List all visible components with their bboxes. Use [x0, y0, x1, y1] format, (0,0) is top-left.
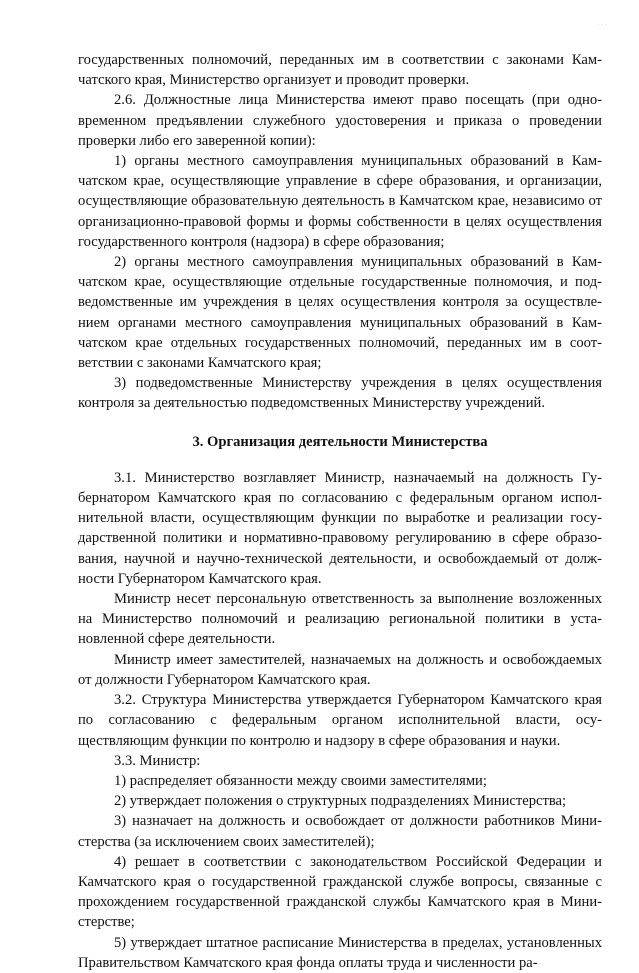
list-item: 5) утверждает штатное расписание Министерства в пределах, установленных Правительством Камчатского края фонда оплаты труда и численности ра-	[78, 934, 602, 971]
paragraph: 2.6. Должностные лица Министерства имеют право посещать (при одновременном предъявлении служебного удостоверения и приказа о проведении проверки либо его заверенной копии):	[78, 92, 602, 149]
paragraph: 3.2. Структура Министерства утверждается Губернатором Камчатского края по согласованию с федеральным органом исполнительной власти, осуществляющим функции по контролю и надзору в сфере образования и науки.	[78, 692, 602, 749]
page-corner-mark: · · ·	[597, 22, 607, 29]
list-item: 3) назначает на должность и освобождает от должности работников Министерства (за исключением своих заместителей);	[78, 813, 602, 850]
list-item: 2) утверждает положения о структурных подразделениях Министерства;	[114, 793, 567, 810]
list-item: 4) решает в соответствии с законодательством Российской Федерации и Камчатского края о государственной гражданской службе вопросы, связанные с прохождением государственной гражданской службы Камчатского края в Министерстве;	[78, 853, 602, 931]
list-item: 1) распределяет обязанности между своими заместителями;	[114, 772, 487, 789]
paragraph: 3.1. Министерство возглавляет Министр, назначаемый на должность Губернатором Камчатского края по согласованию с федеральным органом исполнительной власти, осуществляющим функции по выработке и реализации государственной политики и нормативно-правовому регулированию в сфере образования, научной и научно-технической деятельности, и освобождаемый от должности Губернатором Камчатского края.	[78, 469, 602, 587]
section-heading: 3. Организация деятельности Министерства	[192, 433, 488, 450]
list-item: 2) органы местного самоуправления муниципальных образований в Камчатском крае, осуществляющие отдельные государственные полномочия, и подведомственные им учреждения в целях осуществления контроля за осуществлением органами местного самоуправления муниципальных образований в Камчатском крае отдельных государственных полномочий, переданных им в соответствии с законами Камчатского края;	[78, 254, 602, 372]
list-item: 3) подведомственные Министерству учреждения в целях осуществления контроля за деятельностью подведомственных Министерству учреждений.	[78, 375, 602, 412]
paragraph: Министр несет персональную ответственность за выполнение возложенных на Министерство полномочий и реализацию региональной политики в установленной сфере деятельности.	[78, 591, 602, 648]
paragraph: государственных полномочий, переданных им в соответствии с законами Камчатского края, Министерство организует и проводит проверки.	[78, 52, 602, 89]
list-item: 1) органы местного самоуправления муниципальных образований в Камчатском крае, осуществляющие управление в сфере образования, и организации, осуществляющие образовательную деятельность в Камчатском крае, независимо от организационно-правовой формы и формы собственности в целях осуществления государственного контроля (надзора) в сфере образования;	[78, 153, 602, 250]
paragraph: Министр имеет заместителей, назначаемых на должность и освобождаемых от должности Губернатором Камчатского края.	[78, 651, 602, 688]
document-page	[78, 50, 602, 973]
paragraph: 3.3. Министр:	[114, 752, 201, 769]
